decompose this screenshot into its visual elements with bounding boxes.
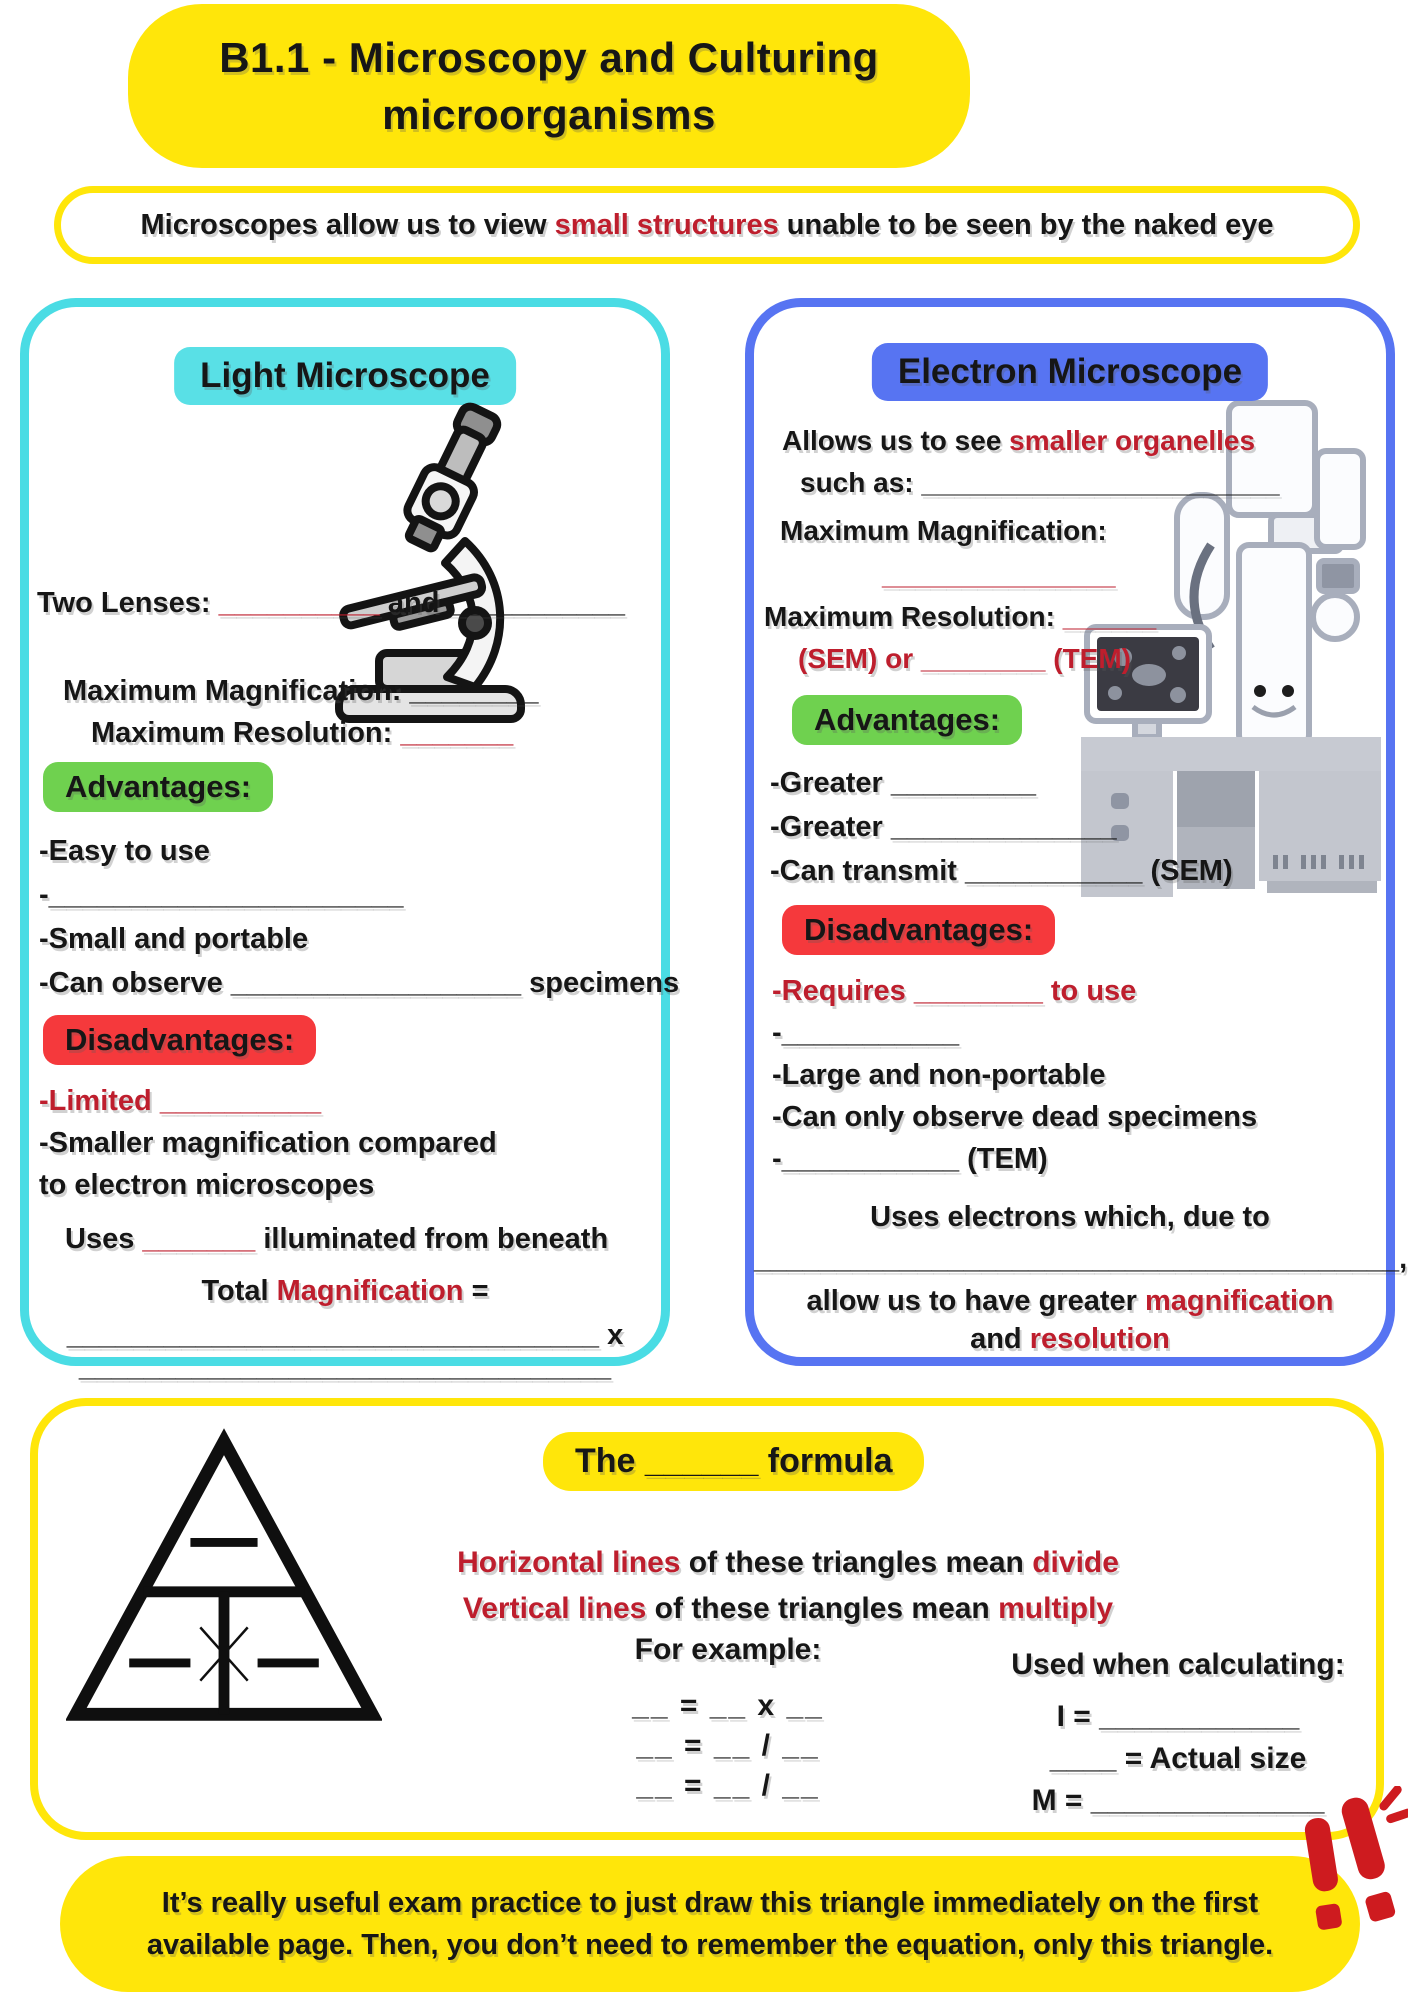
electron-max-resolution-line: Maximum Resolution: ______	[764, 601, 1157, 632]
double-exclamation-icon	[1282, 1786, 1408, 1962]
light-disadvantage-smaller-cont: to electron microscopes	[39, 1169, 375, 1201]
light-panel-heading: Light Microscope	[174, 347, 516, 405]
formula-rule-vertical: Vertical lines of these triangles mean multiply	[462, 1592, 1114, 1625]
electron-advantages-heading: Advantages:	[792, 695, 1022, 745]
light-disadvantages-heading: Disadvantages:	[43, 1015, 316, 1065]
footer-banner	[60, 1856, 1360, 1992]
electron-advantage-item: -Can transmit ___________ (SEM)	[770, 855, 1233, 887]
footer-text-line1: It’s really useful exam practice to just draw this triangle immediately on the first	[161, 1887, 1259, 1919]
electron-uses-line-3: and resolution	[970, 1323, 1170, 1355]
for-example-label: For example:	[634, 1633, 822, 1666]
electron-uses-line-2: allow us to have greater magnification	[806, 1285, 1334, 1317]
electron-such-as-line: such as: _______________________	[800, 467, 1280, 498]
electron-disadvantage-item: -Can only observe dead specimens	[772, 1101, 1258, 1133]
calculation-line: M = ______________	[1031, 1784, 1325, 1817]
electron-disadvantages-heading: Disadvantages:	[782, 905, 1055, 955]
page-title-line2: microorganisms	[382, 91, 716, 138]
light-equation-blank-2: _________________________________	[78, 1351, 612, 1383]
light-advantage-item: -______________________	[39, 879, 404, 911]
used-when-label: Used when calculating:	[1011, 1648, 1345, 1681]
light-advantages-heading: Advantages:	[43, 762, 273, 812]
title-banner	[128, 4, 970, 168]
light-uses-line: Uses _______ illuminated from beneath	[65, 1223, 609, 1255]
example-equation: __ = __ x __	[632, 1689, 824, 1722]
subtitle-text: Microscopes allow us to view small structures unable to be seen by the naked eye	[140, 208, 1274, 241]
light-total-magnification-line: Total Magnification =	[201, 1275, 489, 1307]
light-max-magnification-line: Maximum Magnification: ________	[63, 675, 539, 707]
electron-allows-line: Allows us to see smaller organelles	[782, 425, 1256, 456]
light-max-resolution-line: Maximum Resolution: _______	[91, 717, 514, 749]
formula-examples	[438, 1630, 1018, 1806]
electron-sem-tem-line: (SEM) or ________ (TEM)	[798, 643, 1131, 674]
formula-rule-horizontal: Horizontal lines of these triangles mean divide	[457, 1546, 1119, 1579]
calculation-line: ____ = Actual size	[1049, 1742, 1307, 1775]
electron-disadvantage-requires: -Requires ________ to use	[772, 975, 1137, 1007]
electron-microscope-panel	[745, 298, 1408, 1366]
subtitle-banner	[54, 186, 1360, 264]
formula-panel	[30, 1398, 1384, 1840]
light-microscope-illustration	[321, 393, 539, 723]
electron-advantage-item: -Greater ______________	[770, 811, 1117, 843]
page-title-line1: B1.1 - Microscopy and Culturing	[219, 34, 879, 81]
light-advantage-item: -Easy to use	[39, 835, 210, 867]
formula-heading: The ______ formula	[543, 1432, 924, 1491]
electron-uses-blank: ________________________________________,	[754, 1243, 1408, 1275]
light-two-lenses-line: Two Lenses: __________ and ___________	[37, 587, 625, 619]
example-equation: __ = __ / __	[636, 1769, 820, 1802]
footer-text-line2: available page. Then, you don’t need to remember the equation, only this triangle.	[146, 1929, 1274, 1961]
light-disadvantage-smaller: -Smaller magnification compared	[39, 1127, 497, 1159]
light-disadvantage-limited: -Limited __________	[39, 1085, 322, 1117]
example-equation: __ = __ / __	[636, 1729, 820, 1762]
light-advantage-item: -Can observe __________________ specimens	[39, 967, 680, 999]
electron-disadvantage-item: -___________ (TEM)	[772, 1143, 1048, 1175]
electron-disadvantage-item: -Large and non-portable	[772, 1059, 1106, 1091]
light-microscope-panel	[20, 298, 680, 1383]
electron-max-magnification-label: Maximum Magnification:	[780, 515, 1107, 546]
calculation-line: I = ____________	[1056, 1700, 1300, 1733]
light-advantage-item: -Small and portable	[39, 923, 309, 955]
light-equation-blank-1: _________________________________ x	[66, 1319, 624, 1351]
electron-uses-line-1: Uses electrons which, due to	[870, 1201, 1270, 1233]
electron-disadvantage-item: -___________	[772, 1017, 960, 1049]
formula-rules	[258, 1540, 1318, 1632]
electron-max-magnification-blank: _______________	[882, 559, 1116, 590]
electron-advantage-item: -Greater _________	[770, 767, 1037, 799]
electron-panel-heading: Electron Microscope	[872, 343, 1268, 401]
